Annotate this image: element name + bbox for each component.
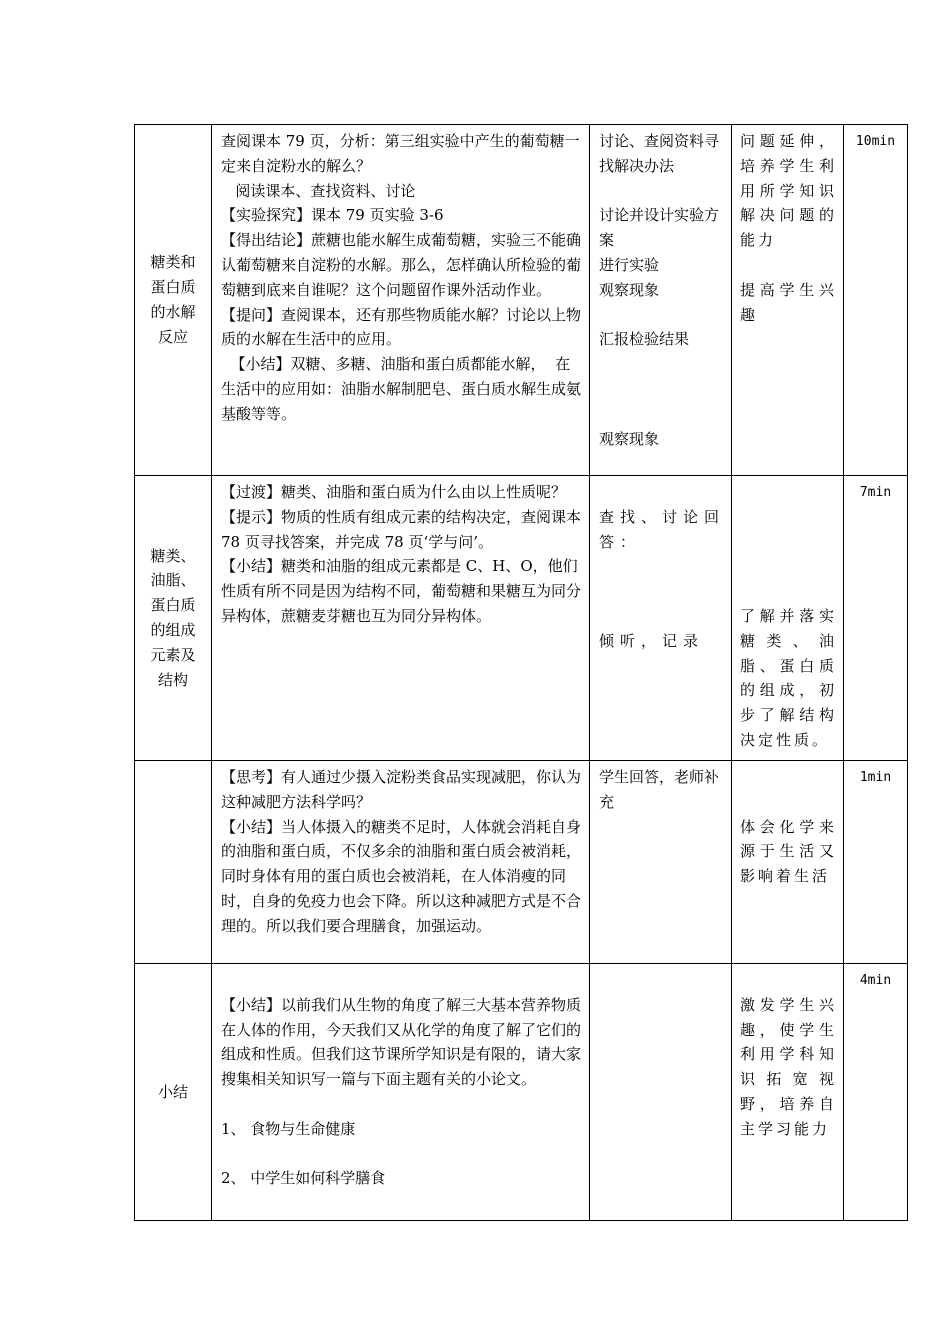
table-row bbox=[135, 476, 908, 761]
content-paragraph: 查阅课本 79 页，分析：第三组实验中产生的葡萄糖一定来自淀粉水的解么？ bbox=[221, 132, 580, 175]
student-activity-text bbox=[599, 402, 725, 427]
time-cell bbox=[844, 476, 908, 761]
design-intent-text bbox=[740, 968, 837, 993]
table-row bbox=[135, 964, 908, 1221]
design-intent-text bbox=[740, 505, 837, 530]
topic-cell bbox=[135, 964, 212, 1221]
table-row bbox=[135, 761, 908, 964]
topic-cell bbox=[135, 476, 212, 761]
student-activity-text: 倾听，记录 bbox=[599, 631, 705, 650]
content-paragraph: 【过渡】糖类、油脂和蛋白质为什么由以上性质呢？ bbox=[221, 483, 567, 501]
student-activity-text: 汇报检验结果 bbox=[599, 330, 690, 349]
design-intent-text bbox=[740, 480, 837, 505]
content-cell bbox=[212, 125, 590, 476]
content-cell bbox=[212, 761, 590, 964]
student-activity-text bbox=[599, 579, 725, 604]
topic-text: 糖类和 蛋白质 的水解 反应 bbox=[150, 253, 196, 346]
topic-text: 小结 bbox=[157, 1082, 188, 1101]
student-activity-text: 讨论并设计实验方案 bbox=[599, 206, 720, 250]
design-intent-text: 问题延伸，培养学生利用所学知识解决问题的能力 bbox=[740, 132, 837, 250]
student-activity-text: 观察现象 bbox=[599, 429, 660, 448]
topic-cell bbox=[135, 761, 212, 964]
content-paragraph: 【得出结论】蔗糖也能水解生成葡萄糖，实验三不能确认葡萄糖来自淀粉的水解。那么，怎样确认所检验的葡萄糖到底来自谁呢？这个问题留作课外活动作业。 bbox=[221, 231, 582, 299]
design-intent-text bbox=[740, 253, 837, 278]
content-paragraph: 【思考】有人通过少摄入淀粉类食品实现减肥，你认为这种减肥方法科学吗？ bbox=[221, 768, 582, 811]
time-text: 10min bbox=[855, 134, 896, 149]
content-paragraph: 【提示】物质的性质有组成元素的结构决定，查阅课本 78 页寻找答案，并完成 78 页‘学与问’。 bbox=[221, 507, 586, 551]
content-paragraph bbox=[221, 1142, 581, 1167]
content-paragraph: 【实验探究】课本 79 页实验 3-6 bbox=[221, 206, 444, 225]
time-text: 7min bbox=[859, 485, 892, 500]
time-cell bbox=[844, 964, 908, 1221]
student-activity-text bbox=[599, 179, 725, 204]
design-intent-text bbox=[740, 554, 837, 579]
student-activity-cell bbox=[590, 761, 732, 964]
design-intent-text: 体会化学来源于生活又影响着生活 bbox=[740, 817, 837, 886]
student-activity-text: 学生回答，老师补充 bbox=[599, 768, 720, 811]
student-activity-cell bbox=[590, 125, 732, 476]
content-paragraph: 1、 食物与生命健康 bbox=[221, 1119, 356, 1138]
design-intent-cell bbox=[732, 476, 844, 761]
design-intent-text bbox=[740, 765, 837, 790]
content-paragraph bbox=[221, 1092, 581, 1117]
student-activity-text: 进行实验 bbox=[599, 255, 660, 274]
content-cell bbox=[212, 476, 590, 761]
content-paragraph: 【提问】查阅课本，还有那些物质能水解？讨论以上物质的水解在生活中的应用。 bbox=[221, 305, 582, 349]
topic-text: 糖类、 油脂、 蛋白质 的组成 元素及 结构 bbox=[150, 546, 196, 689]
topic-cell bbox=[135, 125, 212, 476]
time-cell bbox=[844, 761, 908, 964]
student-activity-text: 查找、讨论回答： bbox=[599, 507, 726, 551]
student-activity-text bbox=[599, 377, 725, 402]
content-paragraph: 【小结】以前我们从生物的角度了解三大基本营养物质在人体的作用，今天我们又从化学的角度了解了它们的组成和性质。但我们这节课所学知识是有限的，请大家搜集相关知识写一篇与下面主题有关的小论文。 bbox=[221, 995, 582, 1089]
lesson-plan-table bbox=[134, 124, 908, 1221]
time-text: 1min bbox=[859, 770, 892, 785]
time-text: 4min bbox=[859, 973, 892, 988]
design-intent-text bbox=[740, 579, 837, 604]
content-paragraph: 阅读课本、查找资料、讨论 bbox=[221, 181, 416, 200]
student-activity-text: 讨论、查阅资料寻找解决办法 bbox=[599, 132, 720, 175]
student-activity-text bbox=[599, 554, 725, 579]
content-cell bbox=[212, 964, 590, 1221]
student-activity-text bbox=[599, 303, 725, 328]
design-intent-text: 提高学生兴趣 bbox=[740, 280, 837, 324]
table-row bbox=[135, 125, 908, 476]
design-intent-cell bbox=[732, 761, 844, 964]
student-activity-cell bbox=[590, 476, 732, 761]
student-activity-text bbox=[599, 604, 725, 629]
design-intent-text bbox=[740, 530, 837, 555]
student-activity-cell bbox=[590, 964, 732, 1221]
student-activity-text bbox=[599, 352, 725, 377]
content-paragraph: 【小结】双糖、多糖、油脂和蛋白质都能水解， 在生活中的应用如：油脂水解制肥皂、蛋白质水解生成氨基酸等等。 bbox=[221, 355, 582, 423]
content-paragraph: 【小结】当人体摄入的糖类不足时，人体就会消耗自身的油脂和蛋白质，不仅多余的油脂和蛋白质会被消耗，同时身体有用的蛋白质也会被消耗，在人体消瘦的同时，自身的免疫力也会下降。所以这种减肥方式是不合理的。所以我们要合理膳食，加强运动。 bbox=[221, 817, 582, 935]
student-activity-text bbox=[599, 480, 725, 505]
time-cell bbox=[844, 125, 908, 476]
design-intent-text bbox=[740, 790, 837, 815]
content-paragraph bbox=[221, 968, 581, 993]
content-paragraph: 2、 中学生如何科学膳食 bbox=[221, 1169, 386, 1188]
design-intent-cell bbox=[732, 964, 844, 1221]
content-paragraph: 【小结】糖类和油脂的组成元素都是 C、H、O，他们性质有所不同是因为结构不同，葡萄糖和果糖互为同分异构体，蔗糖麦芽糖也互为同分异构体。 bbox=[221, 557, 582, 625]
design-intent-cell bbox=[732, 125, 844, 476]
student-activity-text: 观察现象 bbox=[599, 280, 660, 299]
design-intent-text: 了解并落实糖类、油脂、蛋白质的组成，初步了解结构决定性质。 bbox=[740, 606, 837, 749]
design-intent-text: 激发学生兴趣，使学生利用学科知识拓宽视野，培养自主学习能力 bbox=[740, 995, 837, 1138]
